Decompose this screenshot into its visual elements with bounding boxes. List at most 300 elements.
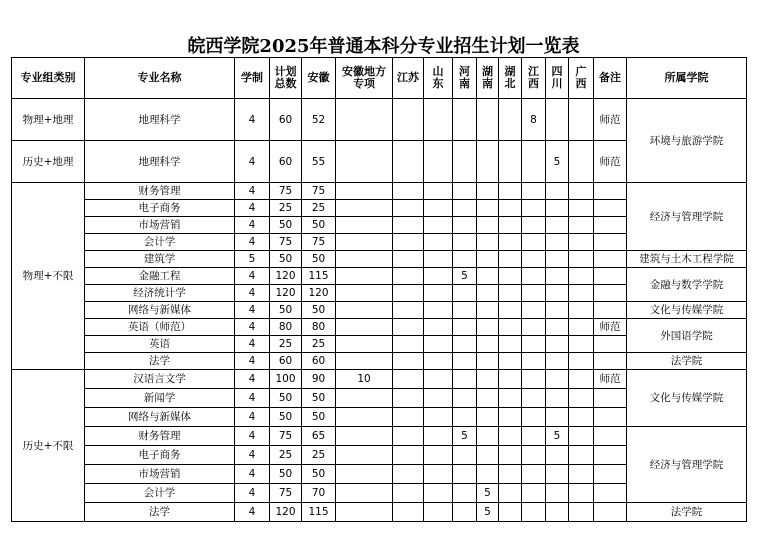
header-group: 专业组类别 — [12, 58, 85, 99]
henan-cell — [453, 503, 477, 522]
shandong-cell — [424, 336, 453, 353]
major-cell: 汉语言文学 — [85, 370, 235, 389]
college-cell: 法学院 — [627, 353, 747, 370]
anhui-cell: 50 — [302, 389, 336, 408]
total-cell: 60 — [270, 141, 302, 183]
hunan-cell — [477, 302, 499, 319]
years-cell: 4 — [235, 408, 270, 427]
sichuan-cell — [546, 465, 569, 484]
jiangsu-cell — [393, 285, 424, 302]
jiangxi-cell — [522, 446, 546, 465]
hubei-cell — [499, 484, 522, 503]
college-cell: 经济与管理学院 — [627, 427, 747, 503]
college-cell: 文化与传媒学院 — [627, 370, 747, 427]
anhui-special-cell — [336, 484, 393, 503]
total-cell: 25 — [270, 446, 302, 465]
total-cell: 75 — [270, 484, 302, 503]
guangxi-cell — [569, 268, 594, 285]
anhui-special-cell — [336, 268, 393, 285]
page-title: 皖西学院2025年普通本科分专业招生计划一览表 — [187, 36, 580, 57]
henan-cell: 5 — [453, 268, 477, 285]
guangxi-cell — [569, 183, 594, 200]
header-hubei-line2: 北 — [504, 77, 516, 90]
major-cell: 法学 — [85, 503, 235, 522]
jiangxi-cell — [522, 141, 546, 183]
hunan-cell — [477, 217, 499, 234]
jiangsu-cell — [393, 353, 424, 370]
anhui-cell: 55 — [302, 141, 336, 183]
shandong-cell — [424, 465, 453, 484]
hunan-cell — [477, 200, 499, 217]
shandong-cell — [424, 503, 453, 522]
shandong-cell — [424, 99, 453, 141]
sichuan-cell — [546, 217, 569, 234]
guangxi-cell — [569, 389, 594, 408]
note-cell — [594, 446, 627, 465]
college-cell: 环境与旅游学院 — [627, 99, 747, 183]
guangxi-cell — [569, 353, 594, 370]
table-row — [12, 427, 747, 446]
header-jiangsu: 江苏 — [393, 58, 424, 99]
college-cell: 外国语学院 — [627, 319, 747, 353]
guangxi-cell — [569, 234, 594, 251]
anhui-cell: 50 — [302, 408, 336, 427]
hubei-cell — [499, 427, 522, 446]
years-cell: 4 — [235, 484, 270, 503]
note-cell — [594, 302, 627, 319]
jiangxi-cell — [522, 200, 546, 217]
henan-cell — [453, 183, 477, 200]
sichuan-cell — [546, 503, 569, 522]
note-cell: 师范 — [594, 370, 627, 389]
total-cell: 25 — [270, 200, 302, 217]
henan-cell — [453, 465, 477, 484]
group-cell: 物理+不限 — [12, 183, 85, 370]
guangxi-cell — [569, 336, 594, 353]
jiangxi-cell — [522, 465, 546, 484]
anhui-cell: 90 — [302, 370, 336, 389]
anhui-cell: 115 — [302, 268, 336, 285]
header-guangxi-line2: 西 — [575, 77, 587, 90]
guangxi-cell — [569, 319, 594, 336]
sichuan-cell: 5 — [546, 427, 569, 446]
jiangsu-cell — [393, 370, 424, 389]
henan-cell — [453, 99, 477, 141]
major-cell: 金融工程 — [85, 268, 235, 285]
jiangsu-cell — [393, 427, 424, 446]
total-cell: 60 — [270, 99, 302, 141]
header-anhui-special-line1: 安徽地方 — [342, 65, 386, 78]
hubei-cell — [499, 183, 522, 200]
table-row — [12, 370, 747, 389]
total-cell: 50 — [270, 302, 302, 319]
total-cell: 25 — [270, 336, 302, 353]
enrollment-plan-table — [11, 57, 747, 522]
college-cell: 建筑与土木工程学院 — [627, 251, 747, 268]
major-cell: 地理科学 — [85, 99, 235, 141]
anhui-special-cell — [336, 446, 393, 465]
sichuan-cell — [546, 183, 569, 200]
guangxi-cell — [569, 200, 594, 217]
header-hunan — [477, 58, 499, 99]
note-cell — [594, 251, 627, 268]
anhui-special-cell — [336, 251, 393, 268]
note-cell: 师范 — [594, 319, 627, 336]
total-cell: 120 — [270, 503, 302, 522]
header-anhui-special — [336, 58, 393, 99]
header-shandong — [424, 58, 453, 99]
note-cell — [594, 336, 627, 353]
total-cell: 50 — [270, 465, 302, 484]
anhui-special-cell — [336, 389, 393, 408]
guangxi-cell — [569, 446, 594, 465]
college-cell: 经济与管理学院 — [627, 183, 747, 251]
guangxi-cell — [569, 141, 594, 183]
anhui-special-cell — [336, 353, 393, 370]
anhui-special-cell — [336, 183, 393, 200]
hunan-cell — [477, 370, 499, 389]
years-cell: 4 — [235, 217, 270, 234]
shandong-cell — [424, 200, 453, 217]
header-college: 所属学院 — [627, 58, 747, 99]
jiangsu-cell — [393, 302, 424, 319]
henan-cell — [453, 370, 477, 389]
header-major: 专业名称 — [85, 58, 235, 99]
major-cell: 地理科学 — [85, 141, 235, 183]
years-cell: 4 — [235, 336, 270, 353]
table-row — [12, 353, 747, 370]
header-hubei — [499, 58, 522, 99]
table-row — [12, 503, 747, 522]
note-cell — [594, 183, 627, 200]
college-cell: 法学院 — [627, 503, 747, 522]
anhui-cell: 50 — [302, 217, 336, 234]
major-cell: 电子商务 — [85, 446, 235, 465]
jiangxi-cell — [522, 234, 546, 251]
hubei-cell — [499, 370, 522, 389]
major-cell: 经济统计学 — [85, 285, 235, 302]
hubei-cell — [499, 217, 522, 234]
jiangxi-cell — [522, 353, 546, 370]
major-cell: 网络与新媒体 — [85, 302, 235, 319]
anhui-special-cell — [336, 285, 393, 302]
jiangxi-cell — [522, 484, 546, 503]
jiangxi-cell — [522, 336, 546, 353]
header-total-line2: 总数 — [274, 77, 297, 90]
jiangsu-cell — [393, 336, 424, 353]
header-shandong-line1: 山 — [432, 65, 444, 78]
years-cell: 4 — [235, 183, 270, 200]
note-cell — [594, 503, 627, 522]
shandong-cell — [424, 141, 453, 183]
total-cell: 50 — [270, 408, 302, 427]
jiangsu-cell — [393, 268, 424, 285]
jiangsu-cell — [393, 234, 424, 251]
henan-cell — [453, 408, 477, 427]
hubei-cell — [499, 389, 522, 408]
hubei-cell — [499, 503, 522, 522]
table-row — [12, 319, 747, 336]
hubei-cell — [499, 302, 522, 319]
jiangsu-cell — [393, 141, 424, 183]
table-row — [12, 302, 747, 319]
hubei-cell — [499, 268, 522, 285]
hubei-cell — [499, 141, 522, 183]
guangxi-cell — [569, 427, 594, 446]
years-cell: 4 — [235, 200, 270, 217]
hunan-cell — [477, 408, 499, 427]
header-sichuan — [546, 58, 569, 99]
guangxi-cell — [569, 370, 594, 389]
header-jiangxi-line1: 江 — [528, 65, 539, 78]
note-cell — [594, 484, 627, 503]
anhui-cell: 80 — [302, 319, 336, 336]
major-cell: 英语（师范） — [85, 319, 235, 336]
sichuan-cell — [546, 268, 569, 285]
shandong-cell — [424, 251, 453, 268]
anhui-special-cell — [336, 427, 393, 446]
henan-cell — [453, 285, 477, 302]
header-note: 备注 — [594, 58, 627, 99]
hunan-cell — [477, 336, 499, 353]
total-cell: 120 — [270, 268, 302, 285]
sichuan-cell — [546, 99, 569, 141]
anhui-cell: 52 — [302, 99, 336, 141]
henan-cell — [453, 446, 477, 465]
sichuan-cell — [546, 408, 569, 427]
years-cell: 5 — [235, 251, 270, 268]
jiangsu-cell — [393, 446, 424, 465]
jiangxi-cell — [522, 302, 546, 319]
henan-cell — [453, 336, 477, 353]
guangxi-cell — [569, 217, 594, 234]
note-cell — [594, 200, 627, 217]
years-cell: 4 — [235, 319, 270, 336]
header-anhui-special-line2: 专项 — [353, 77, 375, 90]
hubei-cell — [499, 465, 522, 484]
jiangxi-cell — [522, 217, 546, 234]
header-hunan-line2: 南 — [482, 77, 493, 90]
shandong-cell — [424, 427, 453, 446]
jiangsu-cell — [393, 99, 424, 141]
anhui-cell: 65 — [302, 427, 336, 446]
jiangxi-cell — [522, 503, 546, 522]
years-cell: 4 — [235, 503, 270, 522]
shandong-cell — [424, 446, 453, 465]
sichuan-cell — [546, 389, 569, 408]
shandong-cell — [424, 268, 453, 285]
sichuan-cell — [546, 336, 569, 353]
college-cell: 文化与传媒学院 — [627, 302, 747, 319]
major-cell: 会计学 — [85, 234, 235, 251]
hubei-cell — [499, 408, 522, 427]
hunan-cell — [477, 389, 499, 408]
hubei-cell — [499, 319, 522, 336]
total-cell: 75 — [270, 234, 302, 251]
note-cell — [594, 285, 627, 302]
total-cell: 80 — [270, 319, 302, 336]
header-hunan-line1: 湖 — [482, 65, 493, 78]
sichuan-cell — [546, 370, 569, 389]
guangxi-cell — [569, 251, 594, 268]
anhui-special-cell — [336, 234, 393, 251]
guangxi-cell — [569, 99, 594, 141]
hunan-cell — [477, 183, 499, 200]
years-cell: 4 — [235, 234, 270, 251]
shandong-cell — [424, 183, 453, 200]
header-total — [270, 58, 302, 99]
jiangsu-cell — [393, 200, 424, 217]
henan-cell — [453, 302, 477, 319]
sichuan-cell — [546, 200, 569, 217]
header-anhui: 安徽 — [302, 58, 336, 99]
sichuan-cell — [546, 353, 569, 370]
hunan-cell — [477, 465, 499, 484]
jiangxi-cell — [522, 285, 546, 302]
hunan-cell — [477, 285, 499, 302]
jiangsu-cell — [393, 217, 424, 234]
jiangxi-cell — [522, 251, 546, 268]
anhui-cell: 50 — [302, 465, 336, 484]
group-cell: 物理+地理 — [12, 99, 85, 141]
total-cell: 60 — [270, 353, 302, 370]
header-years: 学制 — [235, 58, 270, 99]
anhui-special-cell — [336, 408, 393, 427]
years-cell: 4 — [235, 465, 270, 484]
hunan-cell — [477, 427, 499, 446]
table-row — [12, 99, 747, 141]
jiangxi-cell — [522, 183, 546, 200]
shandong-cell — [424, 217, 453, 234]
major-cell: 新闻学 — [85, 389, 235, 408]
hunan-cell — [477, 251, 499, 268]
jiangxi-cell — [522, 370, 546, 389]
hunan-cell — [477, 319, 499, 336]
hubei-cell — [499, 446, 522, 465]
anhui-cell: 50 — [302, 251, 336, 268]
shandong-cell — [424, 370, 453, 389]
henan-cell: 5 — [453, 427, 477, 446]
major-cell: 电子商务 — [85, 200, 235, 217]
jiangsu-cell — [393, 465, 424, 484]
sichuan-cell — [546, 446, 569, 465]
note-cell — [594, 408, 627, 427]
years-cell: 4 — [235, 285, 270, 302]
sichuan-cell — [546, 319, 569, 336]
group-cell: 历史+地理 — [12, 141, 85, 183]
years-cell: 4 — [235, 353, 270, 370]
note-cell: 师范 — [594, 99, 627, 141]
jiangxi-cell: 8 — [522, 99, 546, 141]
jiangsu-cell — [393, 251, 424, 268]
header-hubei-line1: 湖 — [504, 65, 516, 78]
years-cell: 4 — [235, 268, 270, 285]
note-cell — [594, 234, 627, 251]
shandong-cell — [424, 285, 453, 302]
hunan-cell: 5 — [477, 503, 499, 522]
total-cell: 100 — [270, 370, 302, 389]
years-cell: 4 — [235, 141, 270, 183]
henan-cell — [453, 484, 477, 503]
major-cell: 会计学 — [85, 484, 235, 503]
henan-cell — [453, 389, 477, 408]
header-row — [12, 58, 747, 99]
anhui-cell: 25 — [302, 446, 336, 465]
total-cell: 75 — [270, 427, 302, 446]
hubei-cell — [499, 251, 522, 268]
hubei-cell — [499, 200, 522, 217]
total-cell: 50 — [270, 217, 302, 234]
note-cell — [594, 268, 627, 285]
college-cell: 金融与数学学院 — [627, 268, 747, 302]
jiangsu-cell — [393, 389, 424, 408]
header-total-line1: 计划 — [274, 65, 297, 78]
hunan-cell — [477, 446, 499, 465]
anhui-cell: 50 — [302, 302, 336, 319]
jiangxi-cell — [522, 319, 546, 336]
anhui-special-cell — [336, 503, 393, 522]
shandong-cell — [424, 389, 453, 408]
jiangsu-cell — [393, 503, 424, 522]
hubei-cell — [499, 234, 522, 251]
hunan-cell — [477, 234, 499, 251]
hubei-cell — [499, 99, 522, 141]
henan-cell — [453, 251, 477, 268]
guangxi-cell — [569, 465, 594, 484]
sichuan-cell — [546, 234, 569, 251]
hunan-cell: 5 — [477, 484, 499, 503]
jiangsu-cell — [393, 408, 424, 427]
jiangxi-cell — [522, 408, 546, 427]
anhui-cell: 70 — [302, 484, 336, 503]
header-henan-line2: 南 — [459, 77, 470, 90]
sichuan-cell — [546, 285, 569, 302]
hunan-cell — [477, 99, 499, 141]
anhui-special-cell — [336, 336, 393, 353]
sichuan-cell — [546, 251, 569, 268]
jiangsu-cell — [393, 484, 424, 503]
shandong-cell — [424, 234, 453, 251]
guangxi-cell — [569, 408, 594, 427]
guangxi-cell — [569, 285, 594, 302]
henan-cell — [453, 141, 477, 183]
anhui-special-cell — [336, 302, 393, 319]
header-shandong-line2: 东 — [432, 77, 444, 90]
header-sichuan-line2: 川 — [551, 77, 563, 90]
total-cell: 120 — [270, 285, 302, 302]
henan-cell — [453, 319, 477, 336]
note-cell — [594, 465, 627, 484]
jiangxi-cell — [522, 427, 546, 446]
shandong-cell — [424, 484, 453, 503]
jiangxi-cell — [522, 268, 546, 285]
anhui-special-cell — [336, 99, 393, 141]
total-cell: 75 — [270, 183, 302, 200]
henan-cell — [453, 217, 477, 234]
anhui-cell: 75 — [302, 183, 336, 200]
note-cell — [594, 389, 627, 408]
jiangxi-cell — [522, 389, 546, 408]
header-guangxi-line1: 广 — [575, 65, 587, 78]
anhui-cell: 25 — [302, 336, 336, 353]
hubei-cell — [499, 285, 522, 302]
major-cell: 英语 — [85, 336, 235, 353]
total-cell: 50 — [270, 389, 302, 408]
major-cell: 市场营销 — [85, 217, 235, 234]
anhui-cell: 115 — [302, 503, 336, 522]
hunan-cell — [477, 141, 499, 183]
note-cell: 师范 — [594, 141, 627, 183]
